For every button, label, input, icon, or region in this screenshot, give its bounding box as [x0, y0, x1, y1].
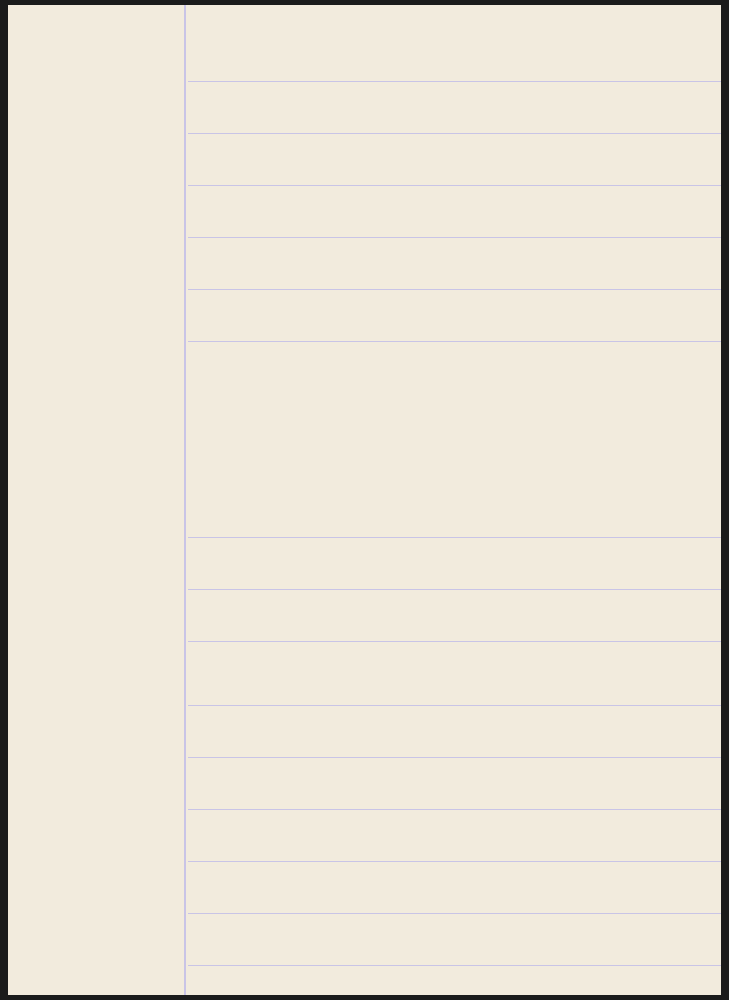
ruled-line — [188, 81, 721, 82]
ruled-line — [188, 133, 721, 134]
ruled-line — [188, 705, 721, 706]
ruled-line — [188, 809, 721, 810]
ruled-line — [188, 913, 721, 914]
ruled-line — [188, 185, 721, 186]
ruled-line — [188, 965, 721, 966]
ruled-line — [188, 589, 721, 590]
ruled-line — [188, 757, 721, 758]
ruled-line — [188, 641, 721, 642]
ruled-line — [188, 861, 721, 862]
ruled-line — [188, 289, 721, 290]
ruled-line — [188, 237, 721, 238]
ruled-line — [188, 537, 721, 538]
ruled-line — [188, 341, 721, 342]
margin-rule — [184, 5, 186, 995]
ledger-page — [8, 5, 721, 995]
